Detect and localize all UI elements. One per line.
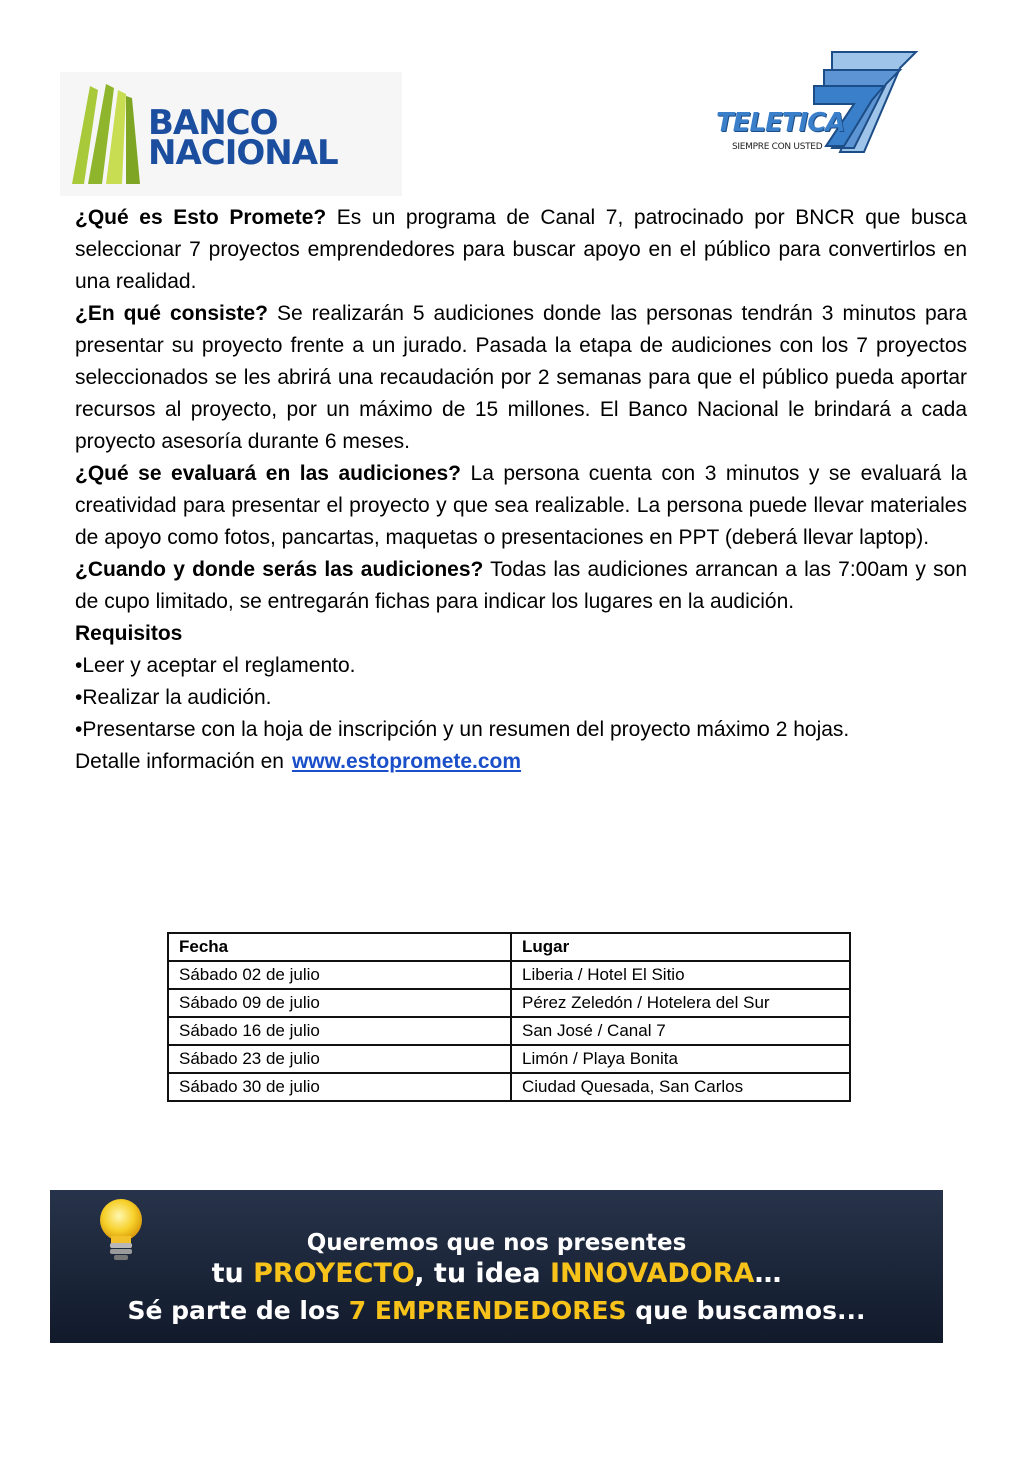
detalle-line xyxy=(75,746,967,778)
section-evaluara xyxy=(75,458,967,554)
answer-text: Se realizarán 5 audiciones donde las personas tendrán 3 minutos para presentar su proyecto frente a un jurado. Pasada la etapa de audiciones con los 7 proyectos seleccionados se les abrirá una recaudación por 2 semanas para que el público pueda aportar recursos al proyecto, por un máximo de 15 millones. El Banco Nacional le brindará a cada proyecto asesoría durante 6 meses. xyxy=(75,302,967,453)
banco-nacional-logo xyxy=(60,72,402,196)
cell-lugar: San José / Canal 7 xyxy=(511,1017,850,1045)
table-header-row xyxy=(168,933,850,961)
teletica-wordmark: TELETICA xyxy=(716,108,845,138)
table-row xyxy=(168,1017,850,1045)
cell-fecha: Sábado 30 de julio xyxy=(168,1073,511,1101)
table-row xyxy=(168,961,850,989)
table-row xyxy=(168,1045,850,1073)
question-heading: ¿Qué se evaluará en las audiciones? xyxy=(75,462,462,485)
section-cuando xyxy=(75,554,967,618)
cell-fecha: Sábado 09 de julio xyxy=(168,989,511,1017)
table-row xyxy=(168,1073,850,1101)
cell-fecha: Sábado 16 de julio xyxy=(168,1017,511,1045)
audition-schedule-table xyxy=(167,932,851,1102)
cell-fecha: Sábado 02 de julio xyxy=(168,961,511,989)
question-heading: ¿En qué consiste? xyxy=(75,302,269,325)
section-que-es xyxy=(75,202,967,298)
requisito-item: •Leer y aceptar el reglamento. xyxy=(75,654,356,677)
banco-nacional-wordmark: BANCO NACIONAL xyxy=(148,103,338,173)
cell-lugar: Ciudad Quesada, San Carlos xyxy=(511,1073,850,1101)
answer-text: La persona cuenta con 3 minutos y se evaluará la creatividad para presentar el proyecto y que sea realizable. La persona puede llevar materiales de apoyo como fotos, pancartas, maquetas o presentaciones en PPT (deberá llevar laptop). xyxy=(75,462,968,549)
teletica-logo xyxy=(714,48,919,163)
detalle-text: Detalle información en xyxy=(75,750,284,773)
question-heading: ¿Cuando y donde serás las audiciones? xyxy=(75,558,484,581)
table-row xyxy=(168,989,850,1017)
teletica-slogan: SIEMPRE CON USTED xyxy=(732,142,823,152)
cell-fecha: Sábado 23 de julio xyxy=(168,1045,511,1073)
answer-text: Todas las audiciones arrancan a las 7:00am y son de cupo limitado, se entregarán fichas para indicar los lugares en la audición. xyxy=(75,558,967,613)
column-header-lugar: Lugar xyxy=(511,933,850,961)
cell-lugar: Pérez Zeledón / Hotelera del Sur xyxy=(511,989,850,1017)
cell-lugar: Limón / Playa Bonita xyxy=(511,1045,850,1073)
column-header-fecha: Fecha xyxy=(168,933,511,961)
requisito-item: •Realizar la audición. xyxy=(75,686,272,709)
banner-line-1: Queremos que nos presentes xyxy=(306,1230,687,1256)
banner-line-3: Sé parte de los 7 EMPRENDEDORES que buscamos... xyxy=(127,1296,866,1325)
promo-banner xyxy=(50,1190,943,1343)
requisitos-title: Requisitos xyxy=(75,622,183,645)
section-consiste xyxy=(75,298,967,458)
banco-nacional-mark-icon xyxy=(68,80,148,190)
question-heading: ¿Qué es Esto Promete? xyxy=(75,206,327,229)
document-body xyxy=(75,202,967,778)
banner-line-2: tu PROYECTO, tu idea INNOVADORA… xyxy=(211,1258,782,1289)
cell-lugar: Liberia / Hotel El Sitio xyxy=(511,961,850,989)
requisito-item: •Presentarse con la hoja de inscripción y un resumen del proyecto máximo 2 hojas. xyxy=(75,718,850,741)
answer-text: Es un programa de Canal 7, patrocinado por BNCR que busca seleccionar 7 proyectos emprendedores para buscar apoyo en el público para convertirlos en una realidad. xyxy=(75,206,967,293)
website-link[interactable]: www.estopromete.com xyxy=(291,750,522,773)
